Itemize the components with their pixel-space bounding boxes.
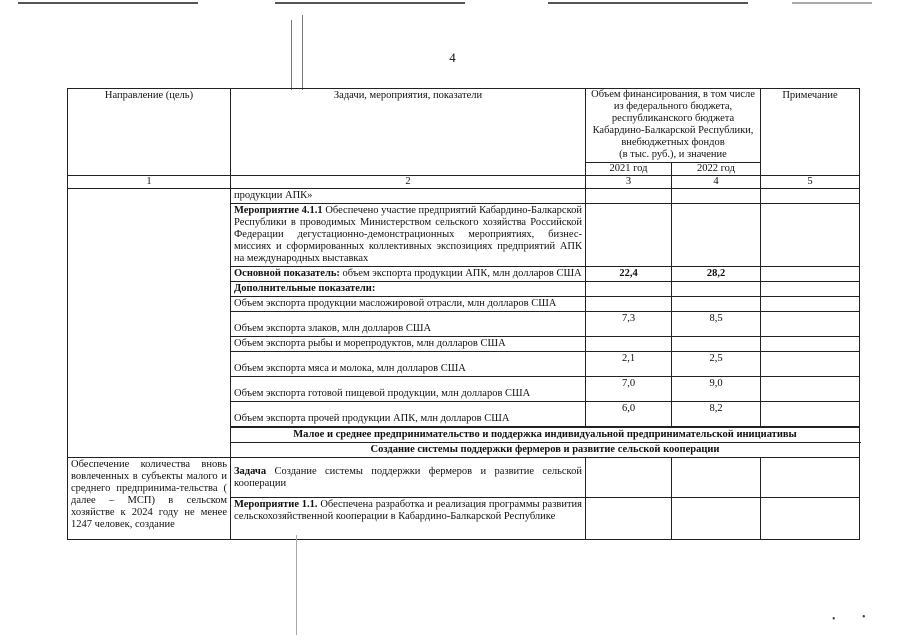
indicator-grain: Объем экспорта злаков, млн долларов США (231, 312, 586, 337)
grain-value-2021: 7,3 (586, 312, 672, 337)
scan-artifact-line (18, 2, 198, 4)
note-cell (761, 337, 860, 352)
value-cell (672, 282, 761, 297)
main-value-2021: 22,4 (586, 267, 672, 282)
value-cell (672, 204, 761, 267)
scan-artifact-line (548, 2, 748, 4)
page-number: 4 (449, 50, 456, 65)
financing-line: Объем финансирования, в том числе (591, 89, 755, 100)
indicator-text: объем экспорта продукции АПК, млн долларов США (339, 268, 582, 279)
value-cell (586, 498, 672, 540)
column-number: 1 (68, 176, 231, 189)
indicator-fish: Объем экспорта рыбы и морепродуктов, млн долларов США (231, 337, 586, 352)
note-cell (761, 189, 860, 204)
scan-artifact-vertical (296, 535, 297, 635)
note-cell (761, 312, 860, 337)
note-cell (761, 267, 860, 282)
event-label: Мероприятие 1.1. (234, 499, 318, 510)
task-label: Задача (234, 465, 267, 477)
value-cell (672, 458, 761, 498)
indicator-meat: Объем экспорта мяса и молока, млн долларов США (231, 352, 586, 377)
value-cell (586, 204, 672, 267)
section-title-farmers: Создание системы поддержки фермеров и развитие сельской кооперации (231, 443, 860, 458)
other-value-2021: 6,0 (586, 402, 672, 427)
value-cell (586, 282, 672, 297)
note-cell (761, 204, 860, 267)
header-year-2021: 2021 год (586, 163, 672, 176)
table-row (68, 189, 860, 204)
header-note: Примечание (761, 89, 860, 176)
header-year-2022: 2022 год (672, 163, 761, 176)
task-text: Создание системы поддержки фермеров и развитие сельской кооперации (234, 465, 582, 489)
program-table (67, 88, 860, 540)
note-cell (761, 458, 860, 498)
column-number: 4 (672, 176, 761, 189)
scan-artifact-line (792, 2, 872, 4)
financing-line: внебюджетных фондов (621, 137, 725, 148)
value-cell (672, 337, 761, 352)
section-title-sme: Малое и среднее предпринимательство и поддержка индивидуальной предпринимательской инициативы (231, 428, 860, 443)
value-cell (586, 189, 672, 204)
continuation-text: продукции АПК» (231, 189, 586, 204)
column-number: 3 (586, 176, 672, 189)
event-4-1-1 (231, 204, 586, 267)
event-text: Обеспечено участие предприятий Кабардино-Балкарской Республики в проводимых Министерством сельского хозяйства Российской Федерации дегустационно-демонстрационных мероприятиях, бизнес-миссиях и сформированных коллективных экспозициях предприятий АПК на международных выставках (234, 205, 583, 264)
financing-line: (в тыс. руб.), и значение (619, 149, 727, 160)
value-cell (586, 337, 672, 352)
indicator-food: Объем экспорта готовой пищевой продукции, млн долларов США (231, 377, 586, 402)
additional-indicators-label: Дополнительные показатели: (231, 282, 586, 297)
note-cell (761, 498, 860, 540)
table-row (68, 458, 860, 498)
food-value-2022: 9,0 (672, 377, 761, 402)
value-cell (672, 297, 761, 312)
goal-direction: Обеспечение количества вновь вовлеченных в субъекты малого и среднего предпринима-тельства ( далее – МСП) в сельском хозяйстве к 2024 году не менее 1247 человек, создание (68, 458, 231, 540)
header-direction: Направление (цель) (68, 89, 231, 176)
header-tasks: Задачи, мероприятия, показатели (231, 89, 586, 176)
note-cell (761, 297, 860, 312)
header-financing (586, 89, 761, 163)
column-number-row (68, 176, 860, 189)
header-row (68, 89, 860, 163)
main-indicator (231, 267, 586, 282)
event-label: Мероприятие 4.1.1 (234, 205, 323, 216)
other-value-2022: 8,2 (672, 402, 761, 427)
direction-cell-empty (68, 189, 231, 458)
note-cell (761, 352, 860, 377)
indicator-other: Объем экспорта прочей продукции АПК, млн долларов США (231, 402, 586, 427)
financing-line: Кабардино-Балкарской Республики, (592, 125, 754, 136)
main-value-2022: 28,2 (672, 267, 761, 282)
scan-speck: • (832, 614, 836, 625)
note-cell (761, 377, 860, 402)
column-number: 2 (231, 176, 586, 189)
value-cell (672, 189, 761, 204)
meat-value-2022: 2,5 (672, 352, 761, 377)
note-cell (761, 402, 860, 427)
financing-line: из федерального бюджета, (613, 101, 733, 112)
event-1-1 (231, 498, 586, 540)
food-value-2021: 7,0 (586, 377, 672, 402)
event-text: Обеспечена разработка и реализация программы развития сельскохозяйственной кооперации в Кабардино-Балкарской Республике (234, 499, 582, 522)
value-cell (586, 458, 672, 498)
indicator-oil: Объем экспорта продукции масложировой отрасли, млн долларов США (231, 297, 586, 312)
note-cell (761, 282, 860, 297)
meat-value-2021: 2,1 (586, 352, 672, 377)
task-cell (231, 458, 586, 498)
column-number: 5 (761, 176, 860, 189)
grain-value-2022: 8,5 (672, 312, 761, 337)
financing-line: республиканского бюджета (611, 113, 735, 124)
value-cell (586, 297, 672, 312)
value-cell (672, 498, 761, 540)
scan-artifact-line (275, 2, 465, 4)
scan-speck: • (862, 612, 866, 623)
indicator-label: Основной показатель: (234, 268, 340, 279)
